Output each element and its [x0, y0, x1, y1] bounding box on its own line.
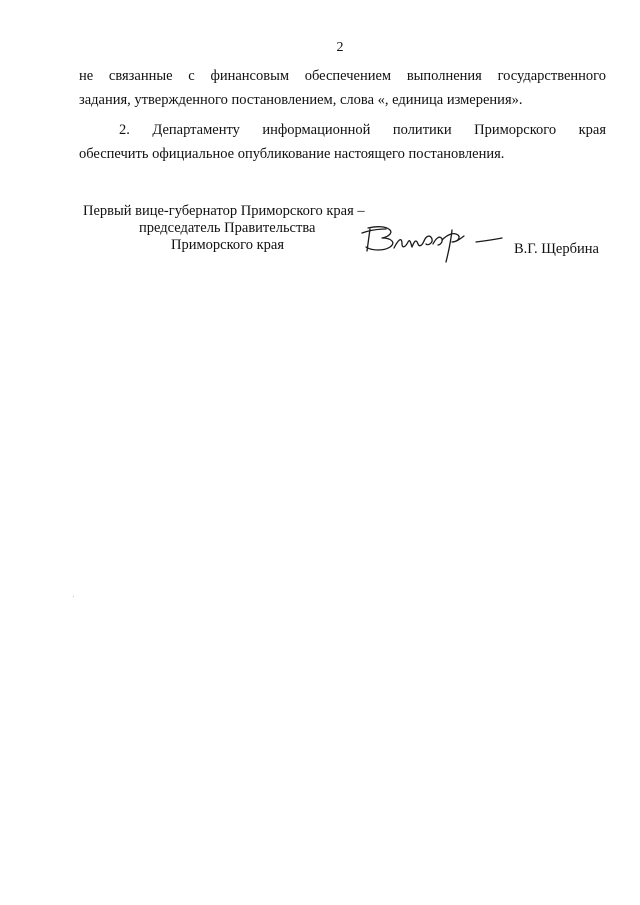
position-line: Приморского края: [171, 237, 285, 253]
position-line: председатель Правительства: [139, 220, 316, 236]
paragraph-line: 2. Департаменту информационной политики Приморского края: [119, 122, 606, 138]
paragraph-line: задания, утвержденного постановлением, слова «, единица измерения».: [79, 92, 523, 108]
paragraph-continuation: [79, 64, 606, 112]
signature-strokes: [362, 227, 502, 262]
paragraph-line: не связанные с финансовым обеспечением выполнения государственного: [79, 68, 606, 84]
paragraph-item-2: [79, 118, 606, 166]
signer-name: В.Г. Щербина: [514, 241, 599, 257]
scan-speck: [73, 596, 74, 597]
handwritten-signature: [356, 214, 506, 270]
signatory-position: [79, 203, 399, 254]
page-number: 2: [336, 40, 344, 55]
position-line: Первый вице-губернатор Приморского края –: [83, 203, 365, 219]
paragraph-line: обеспечить официальное опубликование настоящего постановления.: [79, 146, 505, 162]
